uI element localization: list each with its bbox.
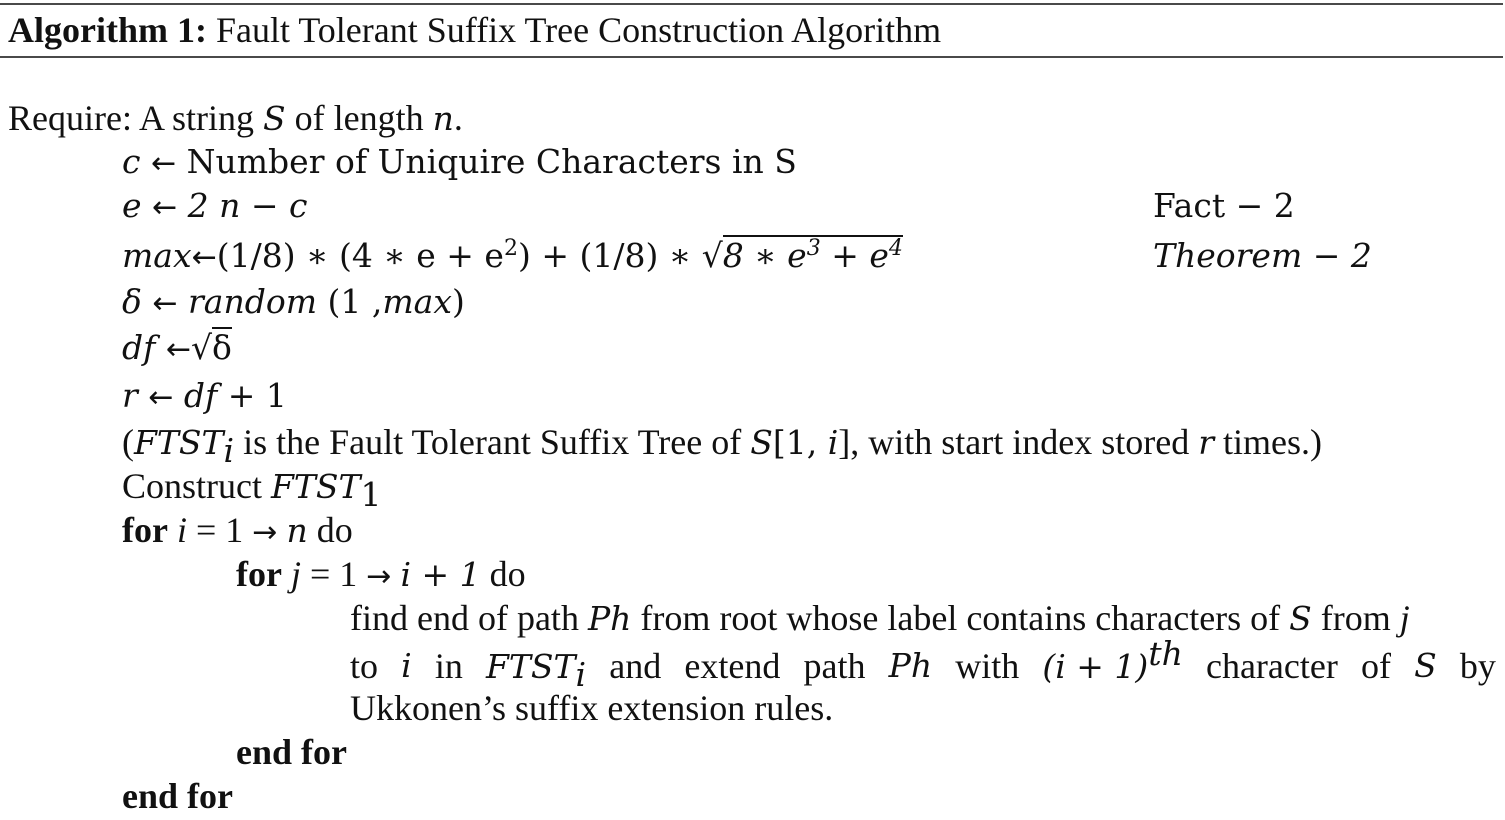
require-end: . — [453, 98, 463, 138]
for-j-line — [236, 552, 526, 599]
assign-max-line — [122, 234, 903, 280]
do-keyword: do — [480, 554, 526, 594]
df-radicand: δ — [212, 328, 232, 367]
body2-ftst: FTST — [486, 647, 576, 686]
body2-S: S — [1414, 646, 1437, 685]
random-args-open: (1 , — [317, 282, 383, 321]
left-arrow-icon: ← — [165, 332, 191, 367]
delta-var: δ — [122, 282, 142, 321]
body2-w10: character — [1205, 646, 1338, 686]
assign-df-line — [122, 326, 232, 372]
note-i: i — [827, 423, 839, 462]
body1-S: S — [1289, 599, 1312, 638]
radicand-b: + e — [820, 236, 889, 275]
top-rule — [0, 3, 1503, 5]
c-var: c — [122, 142, 141, 181]
body1-a: find end of path — [350, 598, 588, 638]
note-mid2: ], with start index stored — [838, 422, 1199, 462]
body2-w1: to — [350, 646, 379, 686]
ftst-note-line — [122, 420, 1322, 471]
body2-Ph: Ph — [888, 646, 933, 685]
body2-ftst-sub: i — [575, 655, 587, 695]
construct-line — [122, 464, 382, 515]
for-j-bound: i + 1 — [400, 555, 481, 594]
r-df-var: df — [183, 376, 218, 415]
random-args-max: max — [382, 282, 452, 321]
max-term-2: ) + (1/8) ∗ — [517, 236, 702, 275]
left-arrow-icon: ← — [152, 190, 178, 225]
body1-j: j — [1399, 598, 1410, 638]
body1-b: from root whose label contains characters of — [631, 598, 1290, 638]
body2-i: i — [401, 646, 412, 685]
do-keyword: do — [307, 510, 353, 550]
body2-ftst-wrap — [486, 644, 587, 695]
assign-delta-line — [122, 280, 465, 326]
require-middle: of length — [294, 98, 424, 138]
note-ftst-sub: i — [223, 431, 235, 471]
random-args-close: ) — [451, 282, 465, 321]
body2-w9-wrap — [1042, 634, 1183, 689]
assign-c-line — [122, 140, 797, 186]
body2-w6: path — [803, 646, 866, 686]
construct-text: Construct — [122, 466, 271, 506]
left-arrow-icon: ← — [152, 286, 178, 321]
body2-w9: (i + 1) — [1042, 647, 1149, 686]
loop-body-line-3: Ukkonen’s suffix extension rules. — [350, 688, 834, 728]
body2-w9-sup: th — [1148, 634, 1183, 673]
end-for-outer: end for — [122, 776, 233, 816]
note-S: S — [750, 423, 773, 462]
for-i-start: = 1 — [186, 510, 253, 550]
max-square-root — [702, 234, 903, 278]
df-square-root — [191, 326, 232, 370]
e-expression: 2 n − c — [187, 186, 308, 225]
left-arrow-icon: ← — [150, 146, 177, 181]
require-line — [8, 96, 463, 141]
body2-w11: of — [1360, 646, 1391, 686]
r-var: r — [122, 376, 138, 415]
square-root-icon: √ — [190, 328, 213, 367]
body2-w5: extend — [684, 646, 781, 686]
algorithm-caption — [8, 8, 941, 52]
theorem-reference: Theorem − 2 — [1153, 236, 1372, 275]
caption-title: Fault Tolerant Suffix Tree Construction Algorithm — [215, 10, 942, 50]
max-var: max — [122, 236, 192, 275]
construct-ftst: FTST — [271, 467, 361, 506]
body2-w13: by — [1459, 646, 1496, 686]
fact-reference: Fact − 2 — [1153, 186, 1295, 225]
max-term-1: (1/8) ∗ (4 ∗ e + e — [216, 236, 504, 275]
df-var: df — [122, 328, 156, 367]
for-i-var: i — [176, 510, 187, 550]
loop-body-line-2 — [350, 634, 1496, 695]
max-radicand — [723, 235, 903, 274]
require-string-var: S — [263, 99, 286, 138]
body1-Ph: Ph — [587, 599, 632, 638]
assign-r-line — [122, 374, 287, 420]
for-j-var: j — [290, 554, 301, 594]
assign-e-line — [122, 184, 308, 230]
random-function: random — [188, 282, 318, 321]
end-for-inner: end for — [236, 732, 347, 772]
radicand-exp-2: 4 — [888, 236, 903, 261]
max-exponent-1: 2 — [503, 236, 518, 261]
note-range: [1, — [772, 423, 828, 462]
note-open: ( — [122, 422, 134, 462]
for-j-start: = 1 — [300, 554, 367, 594]
caption-rule — [0, 56, 1503, 58]
body2-w8: with — [955, 646, 1020, 686]
note-end: times.) — [1213, 422, 1322, 462]
for-keyword: for — [122, 510, 168, 550]
require-length-var: n — [432, 99, 454, 138]
note-ftst: FTST — [134, 423, 224, 462]
left-arrow-icon: ← — [191, 240, 217, 275]
r-plus-one: + 1 — [217, 376, 287, 415]
construct-ftst-sub: 1 — [360, 475, 382, 515]
require-prefix: Require: A string — [8, 98, 254, 138]
square-root-icon: √ — [701, 236, 723, 275]
loop-body-line-1 — [350, 596, 1410, 641]
e-var: e — [122, 186, 142, 225]
right-arrow-icon: → — [366, 559, 392, 594]
body2-w4: and — [609, 646, 662, 686]
for-keyword: for — [236, 554, 282, 594]
c-definition: Number of Uniquire Characters in S — [186, 142, 797, 181]
radicand-exp-1: 3 — [806, 236, 821, 261]
note-mid1: is the Fault Tolerant Suffix Tree of — [234, 422, 751, 462]
for-i-line — [122, 508, 353, 555]
left-arrow-icon: ← — [148, 380, 174, 415]
right-arrow-icon: → — [252, 515, 278, 550]
body1-c: from — [1311, 598, 1400, 638]
note-r: r — [1198, 423, 1214, 462]
for-i-bound: n — [286, 511, 308, 550]
body2-w3: in — [434, 646, 463, 686]
radicand-a: 8 ∗ e — [722, 236, 807, 275]
caption-label: Algorithm 1: — [8, 10, 207, 50]
